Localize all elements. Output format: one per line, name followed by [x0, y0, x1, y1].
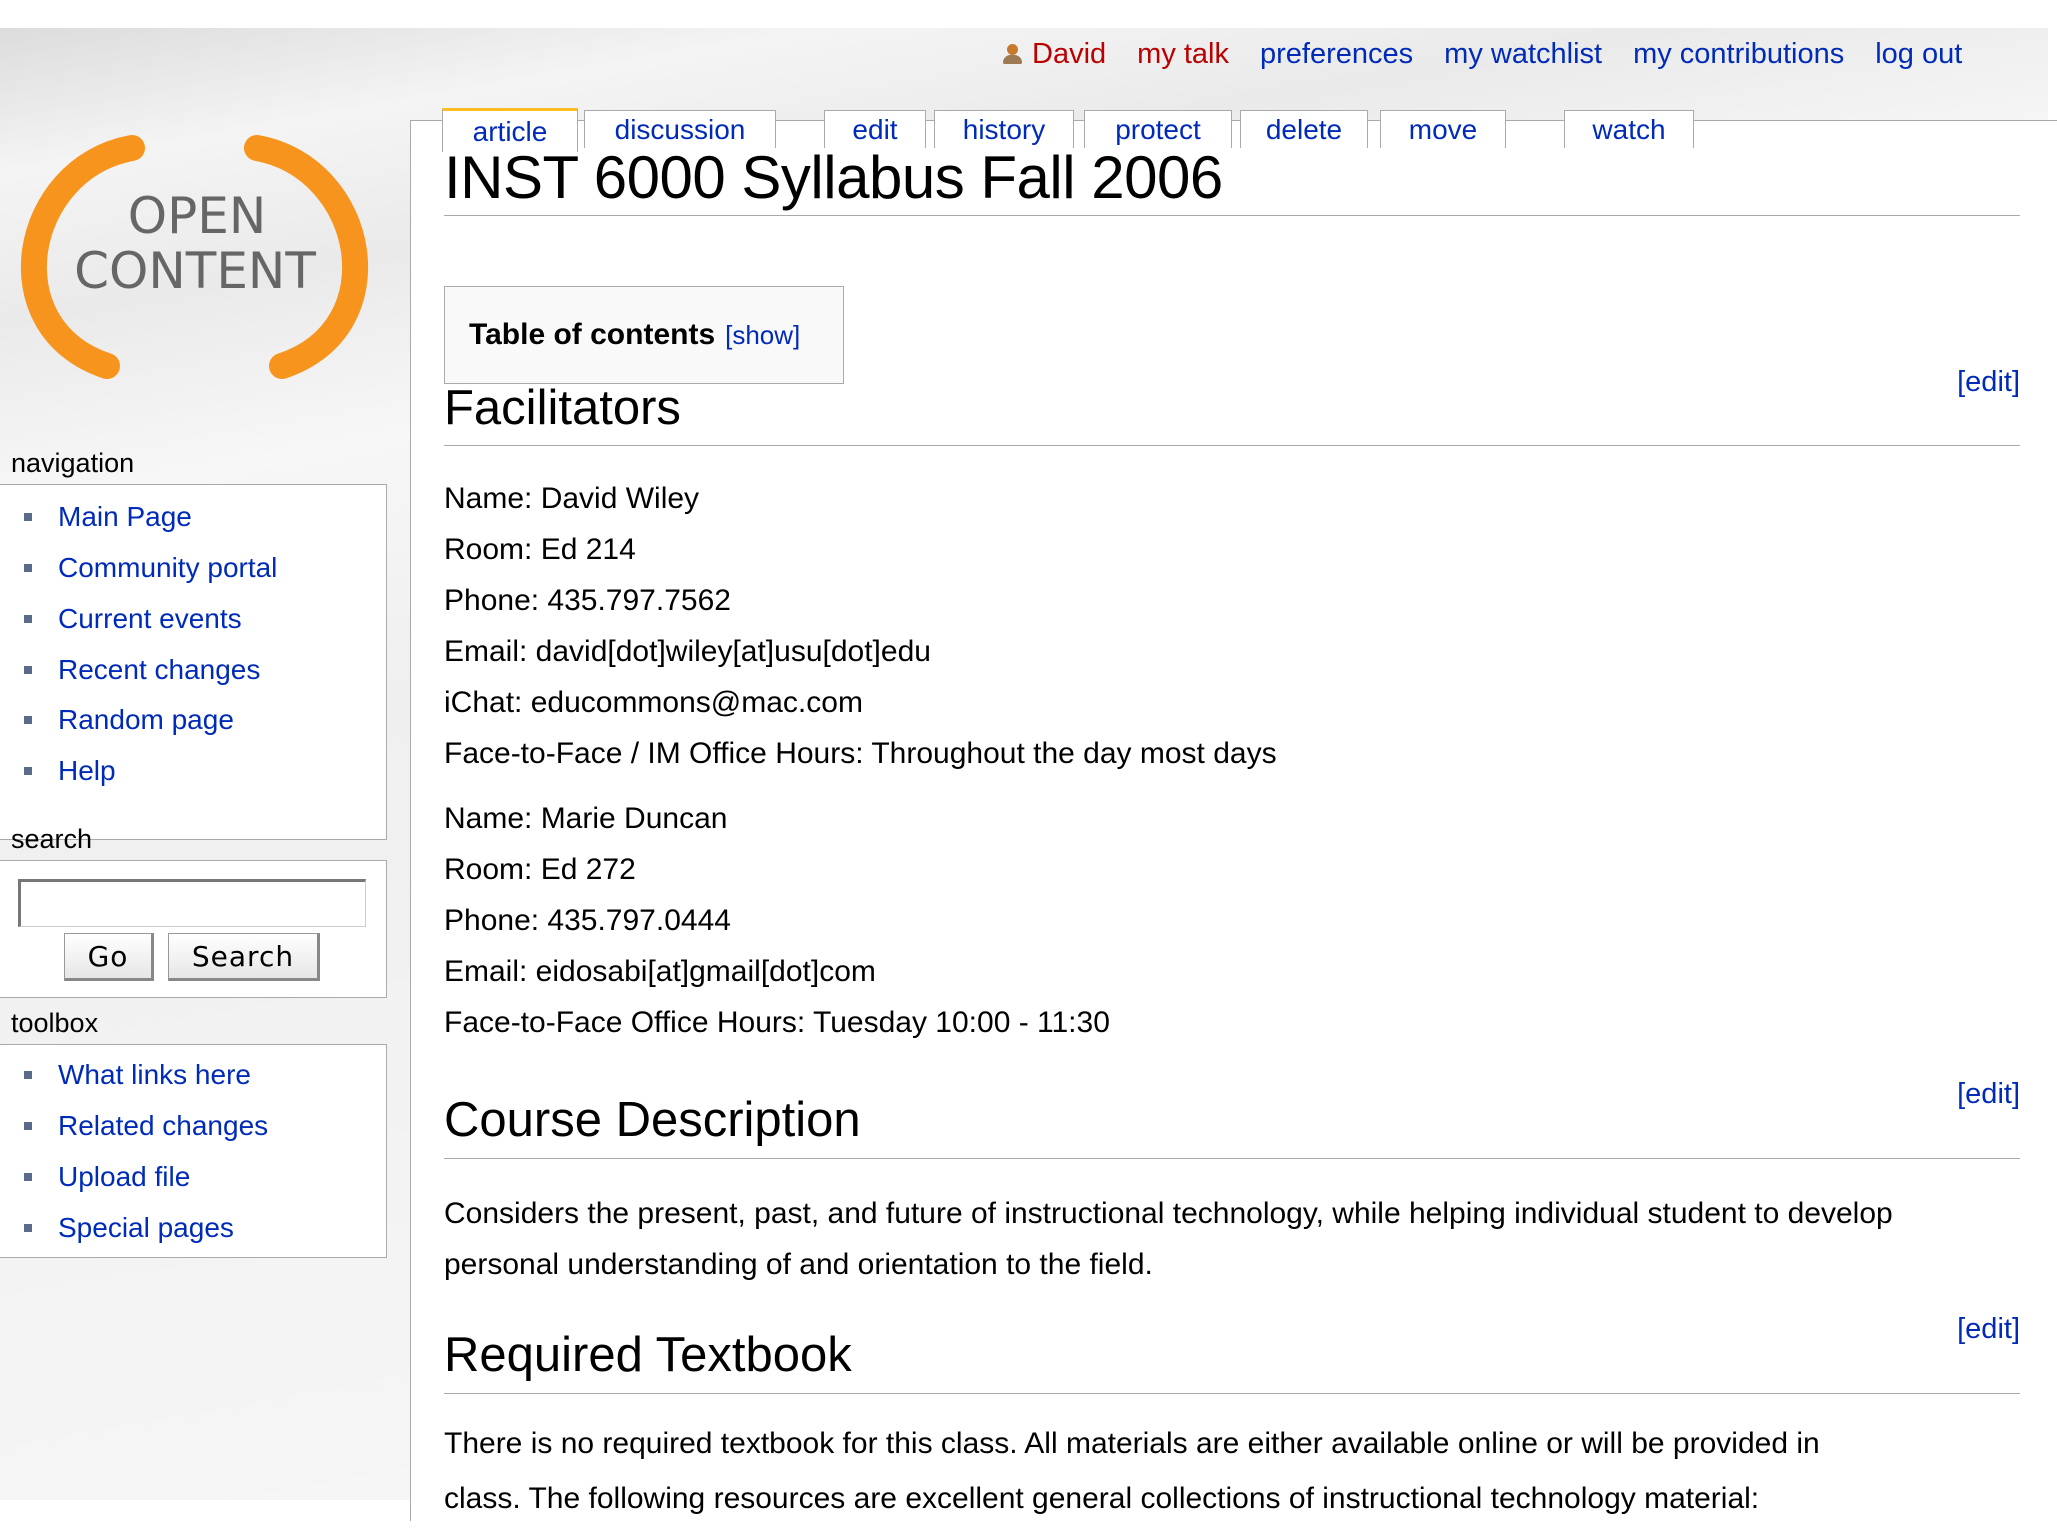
navigation-portlet	[0, 484, 387, 840]
facilitator-1-room: Room: Ed 214	[444, 533, 636, 566]
nav-item-current-events[interactable]: Current events	[24, 599, 242, 639]
logo-text-open: OPEN	[127, 187, 267, 245]
search-title: search	[11, 824, 93, 854]
navigation-title: navigation	[11, 448, 135, 478]
heading-course-description: Course Description	[444, 1093, 861, 1147]
my-contributions-link[interactable]: my contributions	[1633, 37, 1845, 70]
my-talk-link[interactable]: my talk	[1137, 37, 1229, 70]
bullet-icon	[24, 513, 32, 521]
search-input[interactable]	[18, 879, 366, 927]
nav-item-recent-changes[interactable]: Recent changes	[24, 650, 260, 690]
edit-section-facilitators[interactable]: [edit]	[1957, 366, 2020, 398]
bullet-icon	[24, 767, 32, 775]
user-page-link[interactable]	[1000, 38, 1106, 71]
textbook-text-continued: class. The following resources are excellent general collections of instructional technology material:	[444, 1482, 1760, 1515]
toolbox-portlet	[0, 1044, 387, 1258]
bullet-icon	[24, 666, 32, 674]
tab-article[interactable]: article	[442, 108, 578, 152]
bullet-icon	[24, 615, 32, 623]
edit-section-required-textbook[interactable]: [edit]	[1957, 1313, 2020, 1345]
bullet-icon	[24, 564, 32, 572]
heading-facilitators: Facilitators	[444, 381, 681, 435]
logo-text-content: CONTENT	[74, 242, 316, 300]
course-description-text: Considers the present, past, and future of instructional technology, while helping individual student to develop personal understanding of and orientation to the field.	[444, 1197, 1893, 1281]
bullet-icon	[24, 716, 32, 724]
toolbox-item-upload-file[interactable]: Upload file	[24, 1157, 190, 1197]
section-divider	[444, 1158, 2020, 1159]
facilitator-2-phone: Phone: 435.797.0444	[444, 904, 731, 937]
toolbox-title: toolbox	[11, 1008, 99, 1038]
table-of-contents	[444, 286, 844, 384]
textbook-text: There is no required textbook for this class. All materials are either available online or will be provided in	[444, 1427, 1820, 1460]
page-title: INST 6000 Syllabus Fall 2006	[444, 144, 1223, 211]
tab-move[interactable]: move	[1380, 110, 1506, 148]
bullet-icon	[24, 1224, 32, 1232]
heading-required-textbook: Required Textbook	[444, 1328, 852, 1382]
facilitator-1-name: Name: David Wiley	[444, 482, 700, 515]
toc-title: Table of contents	[469, 318, 716, 351]
search-button[interactable]: Search	[168, 933, 320, 981]
tab-edit[interactable]: edit	[824, 110, 926, 148]
tab-history[interactable]: history	[934, 110, 1074, 148]
user-name[interactable]: David	[1032, 37, 1107, 70]
facilitator-1-email: Email: david[dot]wiley[at]usu[dot]edu	[444, 635, 931, 668]
bullet-icon	[24, 1122, 32, 1130]
user-icon	[1000, 42, 1024, 66]
nav-item-community-portal[interactable]: Community portal	[24, 548, 277, 588]
tab-delete[interactable]: delete	[1240, 110, 1368, 148]
browser-viewport	[0, 28, 2048, 1515]
toolbox-item-special-pages[interactable]: Special pages	[24, 1208, 234, 1248]
facilitator-2-name: Name: Marie Duncan	[444, 802, 728, 835]
go-button[interactable]: Go	[64, 933, 154, 981]
bullet-icon	[24, 1071, 32, 1079]
nav-item-help[interactable]: Help	[24, 751, 116, 791]
search-portlet	[0, 860, 387, 998]
toolbox-item-what-links-here[interactable]: What links here	[24, 1055, 251, 1095]
facilitator-2-room: Room: Ed 272	[444, 853, 636, 886]
personal-tools	[1000, 36, 1962, 72]
facilitator-1-phone: Phone: 435.797.7562	[444, 584, 731, 617]
title-divider	[444, 215, 2020, 216]
preferences-link[interactable]: preferences	[1260, 37, 1414, 70]
nav-item-random-page[interactable]: Random page	[24, 700, 234, 740]
bullet-icon	[24, 1173, 32, 1181]
tab-watch[interactable]: watch	[1564, 110, 1694, 148]
facilitator-1-ichat: iChat: educommons@mac.com	[444, 686, 863, 719]
toolbox-item-related-changes[interactable]: Related changes	[24, 1106, 268, 1146]
nav-item-main-page[interactable]: Main Page	[24, 497, 192, 537]
toc-show-link[interactable]: [show]	[725, 319, 801, 350]
facilitator-1-office-hours: Face-to-Face / IM Office Hours: Throughout the day most days	[444, 737, 1277, 770]
tab-protect[interactable]: protect	[1084, 110, 1232, 148]
section-divider	[444, 445, 2020, 446]
facilitator-2-office-hours: Face-to-Face Office Hours: Tuesday 10:00 - 11:30	[444, 1006, 1110, 1039]
section-divider	[444, 1393, 2020, 1394]
tab-discussion[interactable]: discussion	[584, 110, 776, 148]
facilitator-2-email: Email: eidosabi[at]gmail[dot]com	[444, 955, 876, 988]
my-watchlist-link[interactable]: my watchlist	[1444, 37, 1603, 70]
edit-section-course-description[interactable]: [edit]	[1957, 1078, 2020, 1110]
open-content-logo[interactable]	[12, 128, 378, 396]
log-out-link[interactable]: log out	[1875, 37, 1963, 70]
